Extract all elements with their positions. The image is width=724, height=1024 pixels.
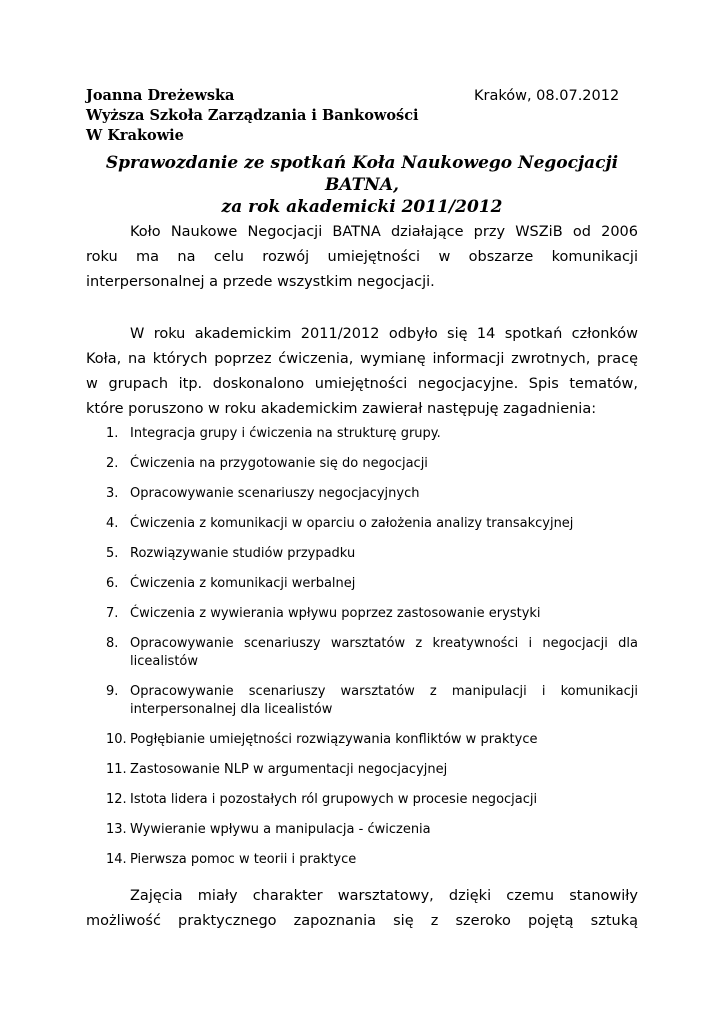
paragraph-line: Koło Naukowe Negocjacji BATNA działające przy WSZiB od 2006 [130,224,638,240]
paragraph-line: możliwość praktycznego zapoznania się z szeroko pojętą sztuką [86,913,638,929]
list-item-text: Opracowywanie scenariuszy negocjacyjnych [130,486,420,501]
list-item [86,575,638,593]
list-item [86,455,638,473]
list-item [86,605,638,623]
institution-name: Wyższa Szkoła Zarządzania i Bankowości [86,107,419,124]
list-item-number: 9. [106,684,119,699]
document-title [86,152,638,218]
list-item-text: Ćwiczenia z wywierania wpływu poprzez zastosowanie erystyki [130,606,541,621]
title-line-2: BATNA, [325,175,399,195]
list-item [86,425,638,443]
list-item [86,485,638,503]
list-item [86,515,638,533]
list-item-number: 5. [106,546,119,561]
list-item [86,821,638,839]
list-item-text: Ćwiczenia z komunikacji werbalnej [130,576,356,591]
meetings-paragraph [86,322,638,422]
paragraph-line: które poruszono w roku akademickim zawierał następuję zagadnienia: [86,401,597,417]
list-item [86,761,638,779]
list-item-text: Pierwsza pomoc w teorii i praktyce [130,852,357,867]
paragraph-line: w grupach itp. doskonalono umiejętności negocjacyjne. Spis tematów, [86,376,638,392]
list-item [86,791,638,809]
paragraph-line: roku ma na celu rozwój umiejętności w obszarze komunikacji [86,249,638,265]
list-item-number: 13. [106,822,127,837]
title-line-1: Sprawozdanie ze spotkań Koła Naukowego Negocjacji [105,153,619,173]
list-item [86,545,638,563]
list-item-number: 14. [106,852,127,867]
list-item-number: 6. [106,576,119,591]
list-item-number: 2. [106,456,119,471]
list-item-text: licealistów [130,654,199,669]
list-item-text: Ćwiczenia z komunikacji w oparciu o założenia analizy transakcyjnej [130,516,574,531]
list-item-text: Wywieranie wpływu a manipulacja - ćwiczenia [130,822,431,837]
list-item-text: Integracja grupy i ćwiczenia na strukturę grupy. [130,426,441,441]
list-item [86,731,638,749]
paragraph-line: Zajęcia miały charakter warsztatowy, dzięki czemu stanowiły [130,888,638,904]
list-item-number: 3. [106,486,119,501]
author-name: Joanna Dreżewska [86,87,235,104]
place-and-date: Kraków, 08.07.2012 [474,88,620,104]
list-item [86,851,638,869]
intro-paragraph [86,220,638,295]
list-item [86,635,638,671]
list-item-number: 8. [106,636,119,651]
topics-list [86,425,638,881]
list-item-text: Opracowywanie scenariuszy warsztatów z manipulacji i komunikacji [130,684,638,699]
list-item-text: Pogłębianie umiejętności rozwiązywania konfliktów w praktyce [130,732,538,747]
list-item-number: 12. [106,792,127,807]
list-item-number: 4. [106,516,119,531]
list-item-text: Ćwiczenia na przygotowanie się do negocjacji [130,456,428,471]
list-item-text: Rozwiązywanie studiów przypadku [130,546,356,561]
list-item-number: 11. [106,762,127,777]
paragraph-line: interpersonalnej a przede wszystkim negocjacji. [86,274,435,290]
list-item-text: interpersonalnej dla licealistów [130,702,333,717]
list-item [86,683,638,719]
paragraph-line: Koła, na których poprzez ćwiczenia, wymianę informacji zwrotnych, pracę [86,351,638,367]
list-item-number: 10. [106,732,127,747]
paragraph-line: W roku akademickim 2011/2012 odbyło się 14 spotkań członków [130,326,638,342]
list-item-number: 7. [106,606,119,621]
workshop-paragraph [86,884,638,934]
list-item-text: Istota lidera i pozostałych ról grupowych w procesie negocjacji [130,792,538,807]
title-line-3: za rok akademicki 2011/2012 [221,197,503,217]
list-item-number: 1. [106,426,119,441]
list-item-text: Zastosowanie NLP w argumentacji negocjacyjnej [130,762,448,777]
list-item-text: Opracowywanie scenariuszy warsztatów z kreatywności i negocjacji dla [130,636,638,651]
institution-city: W Krakowie [86,127,184,144]
